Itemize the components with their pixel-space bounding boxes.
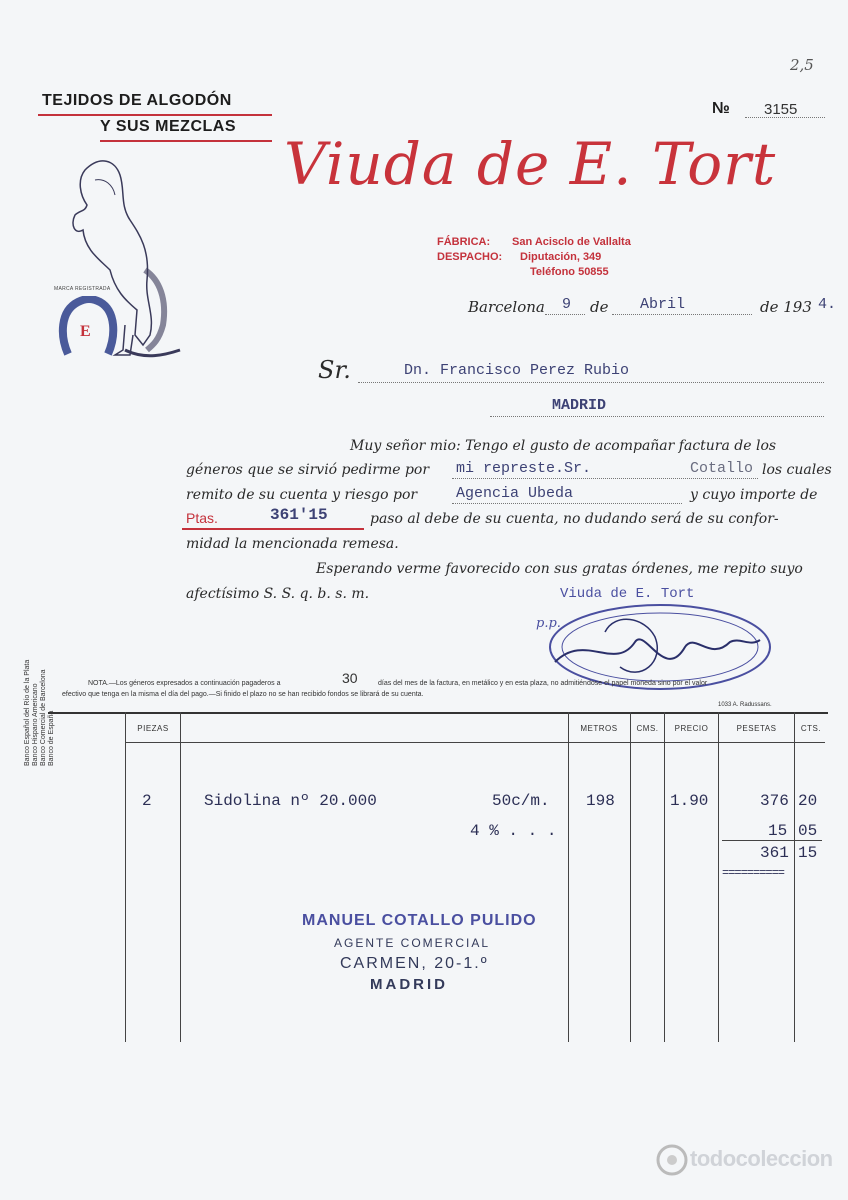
row1-pesetas: 376 <box>760 792 789 810</box>
invoice-number-label: № <box>712 100 730 117</box>
ptas-value: 361'15 <box>270 506 328 524</box>
letter-line-3b: y cuyo importe de <box>690 487 818 503</box>
telefono: Teléfono 50855 <box>530 266 609 278</box>
table-top-rule <box>48 712 828 714</box>
col-header-cms: CMS. <box>636 724 659 733</box>
agent-stamp-address: CARMEN, 20-1.º <box>340 955 489 972</box>
letter-line-2-overstrike: Cotallo <box>690 460 754 477</box>
total-pesetas: 361 <box>760 844 789 862</box>
nota-days: 30 <box>342 670 358 686</box>
row2-pesetas: 15 <box>768 822 788 840</box>
table-header-rule <box>125 742 825 743</box>
watermark-text: todocoleccion <box>690 1146 833 1171</box>
total-cts: 15 <box>798 844 818 862</box>
nota-line-2: efectivo que tenga en la misma el día del pago.—Si finido el plazo no se han recibido fondos se librará de su cuenta. <box>62 691 424 698</box>
watermark-logo-icon <box>652 1140 692 1180</box>
side-bank-3: Banco Hispano Americano <box>32 683 39 766</box>
row1-width: 50c/m. <box>492 792 550 810</box>
side-bank-1: Banco de España <box>48 710 55 766</box>
row1-metros: 198 <box>586 792 615 810</box>
date-year-digit: 4. <box>818 296 837 313</box>
agent-stamp-name: MANUEL COTALLO PULIDO <box>302 912 537 929</box>
invoice-number-value: 3155 <box>764 101 798 118</box>
tagline-underline-1 <box>38 114 272 116</box>
date-day: 9 <box>562 296 572 313</box>
table-col-precio-left <box>664 712 665 1042</box>
letter-line-7: afectísimo S. S. q. b. s. m. <box>186 586 370 602</box>
ptas-underline <box>182 528 364 530</box>
printer-mark: 1033 A. Radussans. <box>718 702 772 708</box>
nota-line-1a: NOTA.—Los géneros expresados a continuación pagaderos a <box>88 680 281 687</box>
table-col-pesetas-left <box>718 712 719 1042</box>
letter-line-3-blank <box>452 503 682 504</box>
ptas-label: Ptas. <box>186 510 218 526</box>
addressee-name: Dn. Francisco Perez Rubio <box>404 362 630 379</box>
horseshoe-icon <box>58 296 118 358</box>
addressee-city-line <box>490 416 824 417</box>
col-header-precio: PRECIO <box>674 724 709 733</box>
table-col-metros-left <box>568 712 569 1042</box>
date-month-line <box>612 314 752 315</box>
date-year-prefix: de 193 <box>760 298 812 316</box>
subtotal-rule <box>722 840 822 841</box>
letter-line-5: midad la mencionada remesa. <box>186 536 399 552</box>
fabrica-value: San Acisclo de Vallalta <box>512 236 631 248</box>
svg-text:E: E <box>80 323 91 340</box>
date-month: Abril <box>640 296 686 313</box>
company-stamp-text: Viuda de E. Tort <box>560 586 695 602</box>
date-city: Barcelona <box>468 298 545 316</box>
col-header-cts: CTS. <box>800 724 822 733</box>
signature-pp: p.p. <box>536 616 561 631</box>
addressee-sr-label: Sr. <box>318 356 351 384</box>
logo-registered-text: MARCA REGISTRADA <box>54 286 111 292</box>
table-col-piezas-left <box>125 712 126 1042</box>
row2-cts: 05 <box>798 822 818 840</box>
table-col-cts-left <box>794 712 795 1042</box>
col-header-pesetas: PESETAS <box>736 724 777 733</box>
addressee-name-line <box>358 382 824 383</box>
table-col-piezas-right <box>180 712 181 1042</box>
col-header-metros: METROS <box>580 724 618 733</box>
row2-description: 4 % . . . <box>470 822 557 840</box>
date-de-1: de <box>590 298 609 316</box>
col-header-piezas: PIEZAS <box>137 724 169 733</box>
letter-line-3-typed: Agencia Ubeda <box>456 485 574 502</box>
row1-precio: 1.90 <box>670 792 709 810</box>
agent-stamp-city: MADRID <box>370 976 448 993</box>
letter-line-3a: remito de su cuenta y riesgo por <box>186 487 418 503</box>
letter-line-2-typed: mi represte.Sr. <box>456 460 592 477</box>
fabrica-label: FÁBRICA: <box>437 236 491 248</box>
row1-cts: 20 <box>798 792 818 810</box>
letter-line-1: Muy señor mio: Tengo el gusto de acompañar factura de los <box>350 438 777 454</box>
despacho-label: DESPACHO: <box>437 251 503 263</box>
tagline-line-2: Y SUS MEZCLAS <box>100 118 236 135</box>
agent-stamp-title: AGENTE COMERCIAL <box>334 936 491 950</box>
row1-description: Sidolina nº 20.000 <box>204 792 377 810</box>
total-double-rule: ========== <box>722 866 785 880</box>
row1-piezas: 2 <box>142 792 152 810</box>
date-day-line <box>545 314 585 315</box>
table-col-cms-left <box>630 712 631 1042</box>
letter-line-2-blank <box>452 478 758 479</box>
side-bank-4: Banco Español del Río de la Plata <box>24 659 31 766</box>
despacho-value: Diputación, 349 <box>520 251 602 263</box>
tagline-underline-2 <box>100 140 272 142</box>
letter-line-2b: los cuales <box>762 462 832 478</box>
nota-line-1b: días del mes de la factura, en metálico y en esta plaza, no admitiéndose el papel moneda sino por el valor <box>378 680 708 687</box>
corner-pencil-note: 2,5 <box>790 56 814 74</box>
letter-line-2a: géneros que se sirvió pedirme por <box>186 462 430 478</box>
side-bank-text <box>24 466 56 766</box>
tagline-line-1: TEJIDOS DE ALGODÓN <box>42 92 232 109</box>
company-script-name: Viuda de E. Tort <box>284 130 777 198</box>
letter-line-6: Esperando verme favorecido con sus gratas órdenes, me repito suyo <box>316 561 803 577</box>
side-bank-2: Banco Comercial de Barcelona <box>40 669 47 766</box>
signature-icon <box>515 592 775 692</box>
addressee-city: MADRID <box>552 397 607 414</box>
letter-line-4: paso al debe de su cuenta, no dudando será de su confor- <box>370 511 779 527</box>
